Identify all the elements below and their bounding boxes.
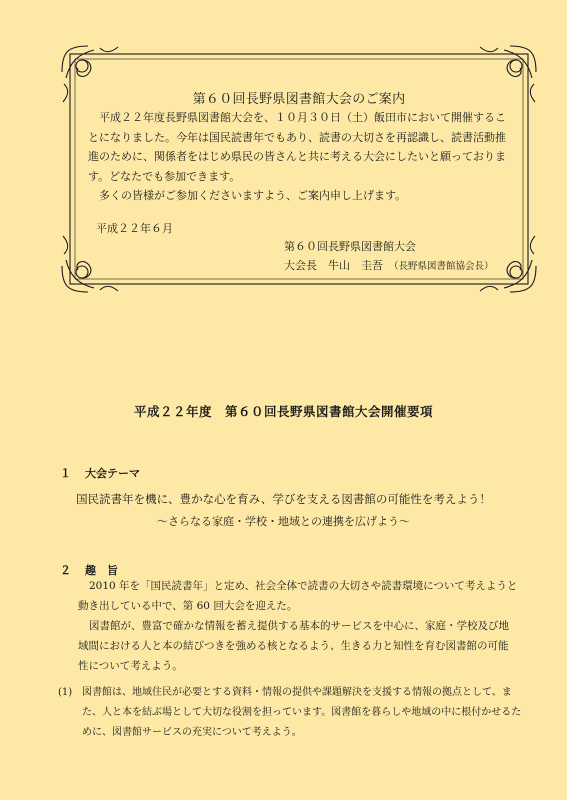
purpose-paragraph: 2010 年を「国民読書年」と定め、社会全体で読書の大切さや読書環境について考えようと動き出している中で、第 60 回大会を迎えた。 <box>78 580 518 612</box>
organizer-name: 第６０回長野県図書館大会 <box>284 240 416 253</box>
conference-theme: 国民読書年を機に、豊かな心を育み、学びを支える図書館の可能性を考えよう！ <box>76 492 491 506</box>
chair-name: 大会長 牛山 圭吾 <box>284 259 383 272</box>
list-item-text: 図書館は、地域住民が必要とする資料・情報の提供や課題解決を支援する情報の拠点として、また、人と本を結ぶ場として大切な役割を担っています。図書館を暮らしや地域の中に根付かせるために、図書館サービスの充実について考えよう。 <box>82 687 522 738</box>
invitation-title: 第６０回長野県図書館大会のご案内 <box>192 92 406 107</box>
page-title: 平成２２年度 第６０回長野県図書館大会開催要項 <box>133 404 433 419</box>
invitation-box <box>60 44 538 294</box>
section-number: １ <box>60 467 71 480</box>
list-marker: (1) <box>58 687 73 698</box>
invitation-paragraph: 多くの皆様がご参加くださいますよう、ご案内申し上げます。 <box>99 189 407 202</box>
invitation-paragraph: 平成２２年度長野県図書館大会を、１０月３０日（土）飯田市において開催することになりました。今年は国民読書年でもあり、読書の大切さを再認識し、読書活動推進のために、関係者をはじめ県民の皆さんと共に考える大会にしたいと願っております。どなたでも参加できます。 <box>88 111 506 183</box>
purpose-body <box>78 576 518 676</box>
section-heading-theme <box>60 465 140 481</box>
section-title: 趣 旨 <box>85 564 118 577</box>
section-title: 大会テーマ <box>85 467 140 480</box>
decorative-frame <box>60 44 538 294</box>
invitation-date: 平成２２年６月 <box>96 222 173 235</box>
list-item <box>58 683 528 743</box>
chair-signature <box>284 257 494 273</box>
chair-note: （長野県図書館協会長） <box>389 261 494 272</box>
conference-subtheme: 〜さらなる家庭・学校・地域との連携を広げよう〜 <box>157 515 410 528</box>
invitation-body <box>88 108 516 206</box>
purpose-paragraph: 図書館が、豊富で確かな情報を蓄え提供する基本的サービスを中心に、家庭・学校及び地域間における人と本の結びつきを強める核となるよう、生きる力と知性を育む図書館の可能性について考えよう。 <box>78 620 509 672</box>
section-number: ２ <box>60 564 71 577</box>
